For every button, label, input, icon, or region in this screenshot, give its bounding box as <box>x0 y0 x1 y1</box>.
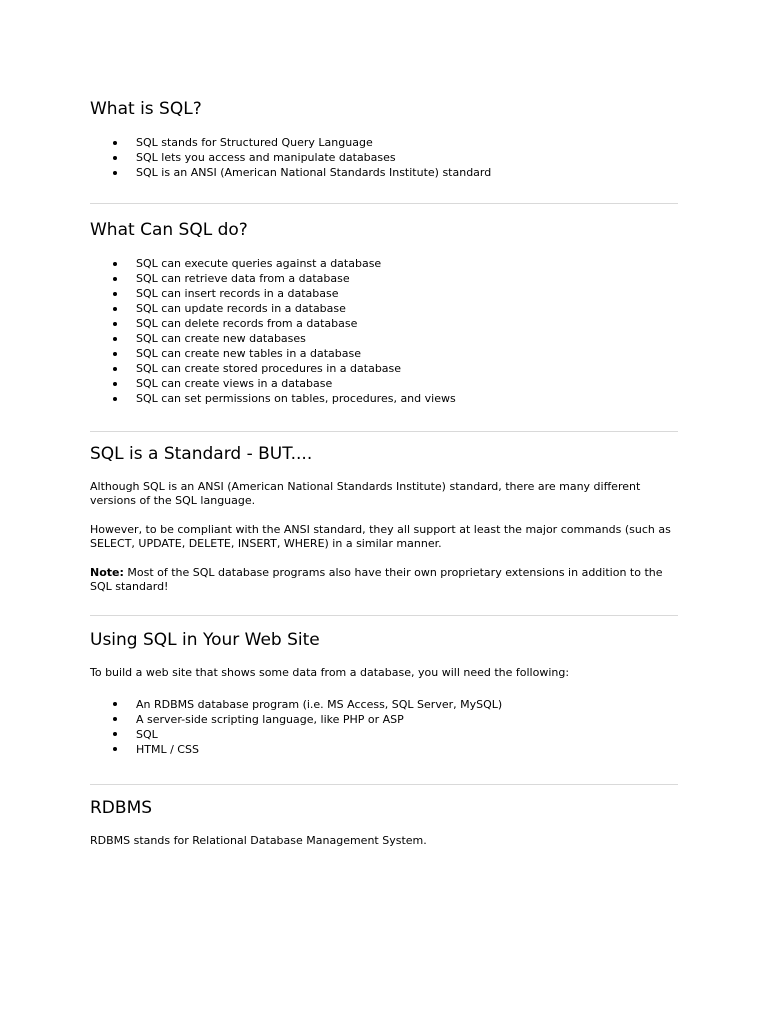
section-what-can-sql-do <box>90 204 678 431</box>
list-item: A server-side scripting language, like PHP or ASP <box>110 712 678 727</box>
section-using-sql-web-site <box>90 616 678 784</box>
section-heading: What Can SQL do? <box>90 220 248 240</box>
list-item: SQL can update records in a database <box>110 301 678 316</box>
section-heading: SQL is a Standard - BUT.... <box>90 444 313 464</box>
note-label: Note: <box>90 566 124 579</box>
list-item: SQL is an ANSI (American National Standards Institute) standard <box>110 165 678 180</box>
section-heading: RDBMS <box>90 797 153 818</box>
paragraph: To build a web site that shows some data from a database, you will need the following: <box>90 666 570 679</box>
list-item: SQL can insert records in a database <box>110 286 678 301</box>
list-item: SQL can create views in a database <box>110 376 678 391</box>
list-item: SQL can execute queries against a database <box>110 256 678 271</box>
list-item: HTML / CSS <box>110 742 678 757</box>
section-heading: What is SQL? <box>90 99 202 119</box>
list-item: An RDBMS database program (i.e. MS Access, SQL Server, MySQL) <box>110 697 678 712</box>
list-item: SQL can set permissions on tables, procedures, and views <box>110 391 678 406</box>
list-item: SQL stands for Structured Query Language <box>110 135 678 150</box>
note-text: Most of the SQL database programs also have their own proprietary extensions in addition to the SQL standard! <box>90 566 663 593</box>
note-paragraph <box>90 566 678 593</box>
section-sql-standard <box>90 432 678 615</box>
list-item: SQL can delete records from a database <box>110 316 678 331</box>
section-rdbms <box>90 785 678 848</box>
list-item: SQL can create stored procedures in a database <box>110 361 678 376</box>
bullet-list <box>90 256 678 406</box>
list-item: SQL <box>110 727 678 742</box>
bullet-list <box>90 697 678 757</box>
section-heading: Using SQL in Your Web Site <box>90 630 320 650</box>
list-item: SQL lets you access and manipulate databases <box>110 150 678 165</box>
list-item: SQL can create new databases <box>110 331 678 346</box>
paragraph: However, to be compliant with the ANSI standard, they all support at least the major commands (such as SELECT, UPDATE, DELETE, INSERT, WHERE) in a similar manner. <box>90 523 671 550</box>
bullet-list <box>90 135 678 180</box>
list-item: SQL can create new tables in a database <box>110 346 678 361</box>
paragraph: RDBMS stands for Relational Database Management System. <box>90 833 427 847</box>
paragraph: Although SQL is an ANSI (American National Standards Institute) standard, there are many different versions of the SQL language. <box>90 480 641 507</box>
section-what-is-sql <box>90 95 678 203</box>
list-item: SQL can retrieve data from a database <box>110 271 678 286</box>
